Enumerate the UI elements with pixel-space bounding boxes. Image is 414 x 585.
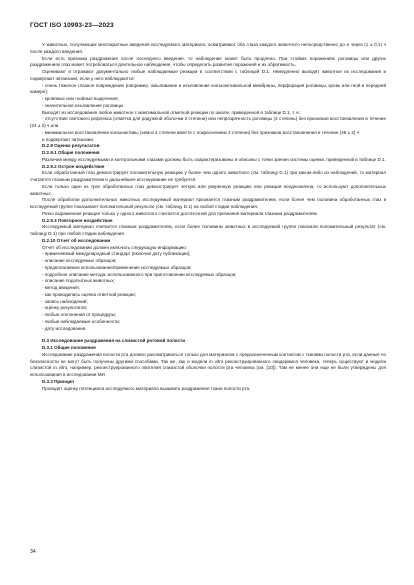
- section-heading: D.3.1 Общие положения: [42, 345, 96, 350]
- body-paragraph: - кровяные или гнойные выделения;: [42, 96, 119, 101]
- body-paragraph: - метод введения;: [42, 285, 80, 290]
- body-paragraph: Отчет об исследовании должен включать следующую информацию:: [42, 244, 187, 250]
- body-paragraph: - очень тяжелое глазное повреждение (например, омыливание и изъязвление конъюнктивальной мембраны, перфорация роговицы, кровь или гной в передней камере);: [30, 82, 386, 95]
- body-paragraph: Оценивают и отражают документально любые наблюдаемые реакции в соответствии с таблицей D.1. Немедленно выводят животное из исследования и подвергают эвтаназии, если у него наблюдаются:: [30, 69, 386, 81]
- body-paragraph: Исследуемый материал считается глазным раздражителем, если более половины животных в исследуемой группе показали положительный результат (см. таблицу D.1) при любой стадии наблюдения.: [30, 224, 386, 236]
- body-paragraph: - предполагаемое использование/применение исследуемых образцов;: [42, 264, 192, 270]
- body-paragraph: - любые наблюдаемые особенности;: [42, 318, 120, 324]
- body-paragraph: - оценку результатов;: [42, 305, 88, 311]
- document-body: [30, 42, 386, 392]
- body-paragraph: У животных, получающих многократные введения исследуемого материала, осматривают оба глаза каждого животного непосредственно до и через (1 ± 0,1) ч после каждого введения.: [30, 42, 386, 54]
- body-paragraph: - подробное описание метода, использованного при приготовлении исследуемых образцов;: [42, 271, 237, 277]
- body-paragraph: - запись наблюдений;: [42, 298, 88, 304]
- document-header: ГОСТ ISO 10993-23—2023: [30, 22, 114, 29]
- body-paragraph: - дату исследования.: [42, 325, 87, 331]
- body-paragraph: Если есть признаки раздражения после последнего введения, то наблюдение может быть продлено. При стойких поражениях роговицы или других раздражениях глаз может потребоваться длительное наблюдение, чтобы определить развитие поражений и их обратимость.: [30, 55, 386, 68]
- body-paragraph: Исследование раздражения полости рта должно рассматриваться только для материалов с предназначенным контактом с тканями полости рта, если данные по безопасности не могут быть получены другими способами. Так же, как и модели in vitro реконструированного эпидермиса человека, теперь существуют и модели слизистой in vitro, например, реконструированного эпителия слизистой оболочки полости рта человека (см. [10]). Там не менее они еще не были утверждены для использования в исследовании МИ.: [30, 351, 386, 377]
- body-paragraph: Различия между исследуемыми и контрольными глазами должны быть охарактеризованы и описаны с точки зрения системы оценки, приведенной в таблице D.1.: [42, 156, 386, 162]
- body-paragraph: - значительное изъязвление роговицы.: [42, 102, 125, 108]
- body-paragraph: Резко выраженная реакция только у одного животного считается достаточной для признания материала глазным раздражителем.: [42, 210, 318, 216]
- section-heading: D.2.9.2 Острое воздействие: [42, 163, 105, 169]
- section-heading: D.2.9.1 Общие положения: [42, 150, 100, 155]
- body-paragraph: После обработки дополнительных животных исследуемый материал признается глазным раздражителем, если более чем половина обработанных глаз в исследуемой группе показывает положительный результат (см. таблицу D.1) на любой стадии наблюдения.: [30, 197, 386, 209]
- body-paragraph: - описание подопытных животных;: [42, 278, 115, 284]
- section-heading: D.3.2 Принцип: [42, 378, 75, 384]
- body-paragraph: Если обработанный глаз демонстрирует положительную реакцию у более чем одного животного (см. таблицу D.1) при каком-либо из наблюдений, то материал считается глазным раздражителем и дальнейшее исследование не требуется.: [30, 170, 386, 182]
- section-heading: D.3 Исследование раздражения на слизистой ротовой полости: [42, 338, 186, 344]
- body-paragraph: Если только один из трех обработанных глаз демонстрирует четкую или уверенную реакцию или реакция неоднозначна, то используют дополнительных животных.: [30, 183, 386, 196]
- body-paragraph: - любые отклонения от процедуры;: [42, 312, 117, 317]
- body-paragraph: - отсутствие светового рефлекса (отметка для радужной оболочки 2 степени) или непрозрачность роговицы (4 степень) без признаков восстановления в течение (24 ± 2) ч или: [30, 116, 386, 128]
- body-paragraph: - применяемый международный стандарт (включая дату публикации);: [42, 251, 191, 257]
- body-paragraph: и подвергают эвтаназии.: [42, 136, 95, 142]
- section-heading: D.2.9 Оценка результатов: [42, 143, 100, 149]
- body-paragraph: - описание исследуемых образцов;: [42, 258, 117, 263]
- page-number: 34: [30, 549, 36, 555]
- section-heading: D.2.10 Отчет об исследовании: [42, 237, 111, 243]
- document-page: [30, 22, 386, 567]
- body-paragraph: - как проводилась оценка ответной реакции;: [42, 291, 136, 297]
- body-paragraph: - минимальное восстановление конъюнктивы (хемоз 4 степени вместе с покраснением 3 степени) без признаков восстановления в течение (48 ± 2) ч: [42, 129, 360, 135]
- section-heading: D.2.9.3 Повторное воздействие: [42, 217, 113, 223]
- body-paragraph: Выводят из исследования любое животное с максимальной отметкой реакции по шкале, приведенной в таблице D.1, т. е.:: [42, 109, 302, 115]
- body-paragraph: Проводят оценку потенциала исследуемого материала вызывать раздражение ткани полости рта.: [42, 385, 251, 391]
